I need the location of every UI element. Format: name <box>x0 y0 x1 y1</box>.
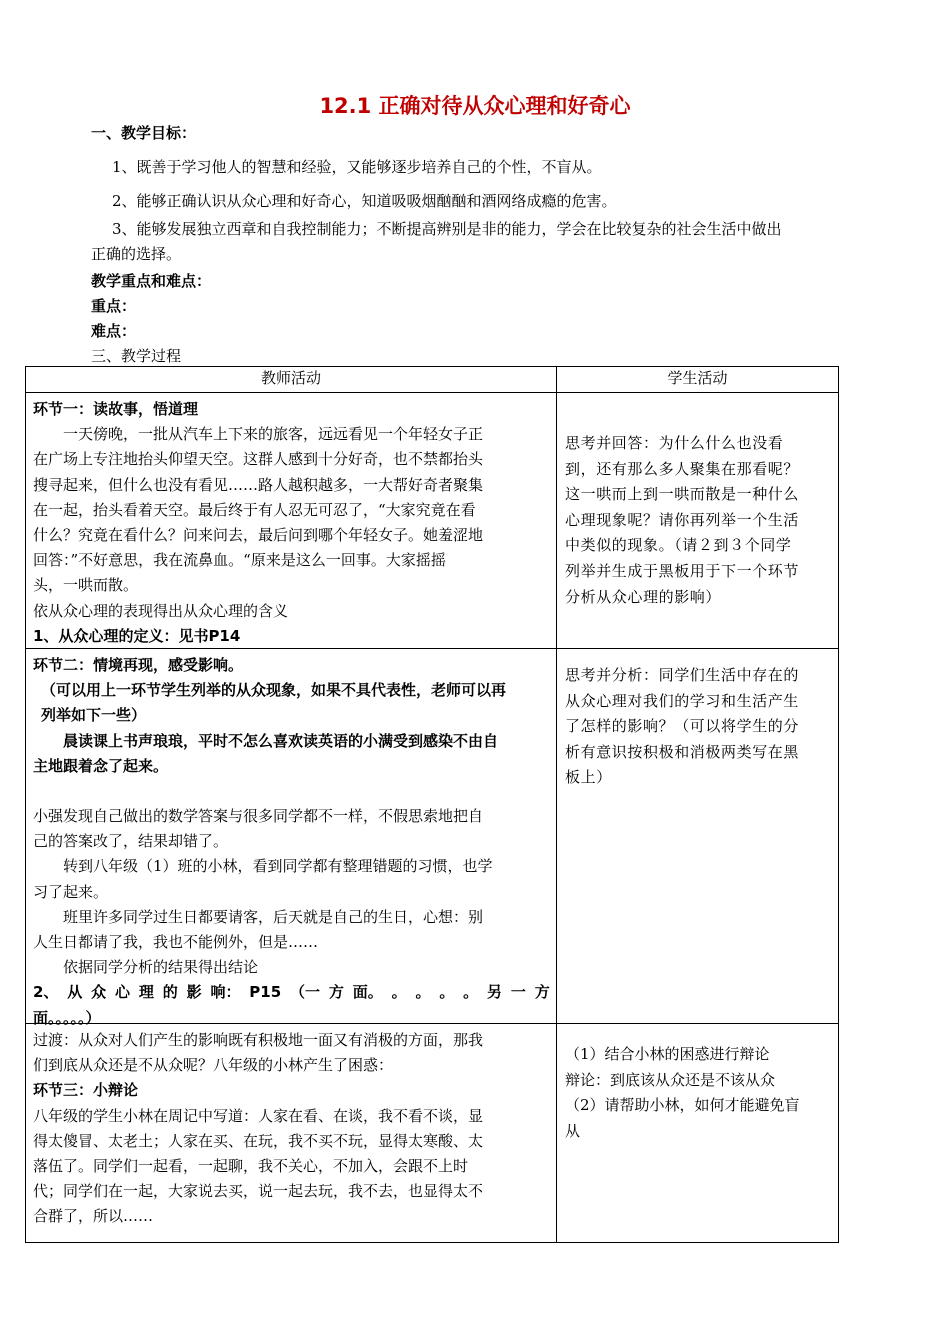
section1-heading: 环节一：读故事，悟道理 <box>33 400 199 418</box>
scenario-line: 转到八年级（1）班的小林，看到同学都有整理错题的习惯，也学 <box>63 857 493 876</box>
student-line: 板上） <box>565 768 612 787</box>
story-line: 在一起，抬头看着天空。最后终于有人忍无可忍了，“大家究竟在看 <box>33 500 476 519</box>
objective-2: 2、能够正确认识从众心理和好奇心，知道吸吸烟酗酗和酒网络成瘾的危害。 <box>112 192 617 210</box>
student-line: 分析从众心理的影响） <box>565 587 722 606</box>
story-line: 头，一哄而散。 <box>33 576 139 595</box>
process-heading: 三、教学过程 <box>91 347 182 365</box>
debate-line: 落伍了。同学们一起看，一起聊，我不关心，不加入，会跟不上时 <box>33 1157 469 1176</box>
section3-teacher-cell <box>26 1024 557 1243</box>
section2-teacher-cell <box>26 649 557 1027</box>
story-line: 在广场上专注地抬头仰望天空。这群人感到十分好奇，也不禁都抬头 <box>33 450 484 469</box>
transition-line: 过渡：从众对人们产生的影响既有积极地一面又有消极的方面，那我 <box>33 1031 484 1049</box>
scenario-line: 习了起来。 <box>33 882 109 901</box>
teaching-process-table <box>25 366 839 1243</box>
section3-student-cell <box>557 1024 839 1243</box>
student-activity-header: 学生活动 <box>557 367 839 393</box>
scenario-line: 依据同学分析的结果得出结论 <box>63 958 259 977</box>
key-points-heading: 教学重点和难点： <box>91 272 212 290</box>
story-line: 搜寻起来，但什么也没有看见……路人越积越多，一大帮好奇者聚集 <box>33 475 484 494</box>
definition-line: 1、从众心理的定义：见书P14 <box>33 626 241 645</box>
scenario-intro: （可以用上一环节学生列举的从众现象，如果不具代表性，老师可以再 <box>41 681 507 700</box>
student-line: 了怎样的影响？（可以将学生的分 <box>565 717 800 736</box>
debate-line: 得太傻冒、太老土；人家在买、在玩，我不买不玩，显得太寒酸、太 <box>33 1131 484 1150</box>
objective-3-cont: 正确的选择。 <box>91 245 182 263</box>
debate-line: 合群了，所以…… <box>33 1207 154 1226</box>
difficult-point-label: 难点： <box>91 322 137 340</box>
student-line: （1）结合小林的困惑进行辩论 <box>565 1045 770 1063</box>
student-line: 析有意识按积极和消极两类写在黑 <box>565 742 800 761</box>
student-line: 到，还有那么多人聚集在那看呢？ <box>565 459 800 478</box>
section1-note: 依从众心理的表现得出从众心理的含义 <box>33 601 289 620</box>
story-line: 一天傍晚，一批从汽车上下来的旅客，远远看见一个年轻女子正 <box>63 425 484 444</box>
student-line: 从 <box>565 1121 581 1140</box>
section1-student-cell <box>557 393 839 649</box>
scenario-line: 班里许多同学过生日都要请客，后天就是自己的生日，心想：别 <box>63 907 484 926</box>
section2-heading: 环节二：情境再现，感受影响。 <box>33 656 244 674</box>
debate-line: 代；同学们在一起，大家说去买，说一起去玩，我不去，也显得太不 <box>33 1182 484 1201</box>
scenario-line: 己的答案改了，结果却错了。 <box>33 832 229 851</box>
section1-teacher-cell <box>26 393 557 649</box>
section3-heading: 环节三：小辩论 <box>33 1081 139 1100</box>
objectives-heading: 一、教学目标： <box>91 124 197 142</box>
student-line: 从众心理对我们的学习和生活产生 <box>565 691 800 710</box>
transition-line: 们到底从众还是不从众呢？八年级的小林产生了困惑： <box>33 1056 394 1075</box>
student-line: 思考并分析：同学们生活中存在的 <box>565 666 800 684</box>
student-line: 思考并回答：为什么什么也没看 <box>565 434 784 452</box>
student-line: 这一哄而上到一哄而散是一种什么 <box>565 485 800 504</box>
influence-line: 2、 从 众 心 理 的 影 响： P15 （一 方 面。 。 。 。 。 另 一 方 <box>33 983 550 1002</box>
scenario-bold: 晨读课上书声琅琅，平时不怎么喜欢读英语的小满受到感染不由自 <box>63 731 499 750</box>
scenario-bold: 主地跟着念了起来。 <box>33 756 169 775</box>
document-title: 12.1 正确对待从众心理和好奇心 <box>319 94 631 118</box>
scenario-line: 小强发现自己做出的数学答案与很多同学都不一样，不假思索地把自 <box>33 807 484 826</box>
story-line: 回答：”不好意思，我在流鼻血。“原来是这么一回事。大家摇摇 <box>33 551 446 570</box>
student-line: （2）请帮助小林，如何才能避免盲 <box>565 1096 800 1115</box>
teacher-activity-header: 教师活动 <box>26 367 557 393</box>
objective-1: 1、既善于学习他人的智慧和经验，又能够逐步培养自己的个性，不盲从。 <box>112 158 602 176</box>
student-line: 心理现象呢？请你再列举一个生活 <box>565 510 800 529</box>
scenario-line: 人生日都请了我，我也不能例外，但是…… <box>33 933 319 952</box>
section2-student-cell <box>557 649 839 1024</box>
story-line: 什么？究竟在看什么？问来问去，最后问到哪个年轻女子。她羞涩地 <box>33 526 484 545</box>
objective-3: 3、能够发展独立西章和自我控制能力；不断提高辨别是非的能力，学会在比较复杂的社会生活中做出 <box>112 220 782 238</box>
debate-line: 八年级的学生小林在周记中写道：人家在看、在谈，我不看不谈，显 <box>33 1106 484 1125</box>
student-line: 辩论：到底该从众还是不该从众 <box>565 1070 776 1089</box>
scenario-intro: 列举如下一些） <box>41 706 147 725</box>
key-point-label: 重点： <box>91 297 137 315</box>
student-line: 中类似的现象。（请２到３个同学 <box>565 536 792 555</box>
student-line: 列举并生成于黑板用于下一个环节 <box>565 561 800 580</box>
influence-line-end: 面。。。。。） <box>33 1008 101 1027</box>
